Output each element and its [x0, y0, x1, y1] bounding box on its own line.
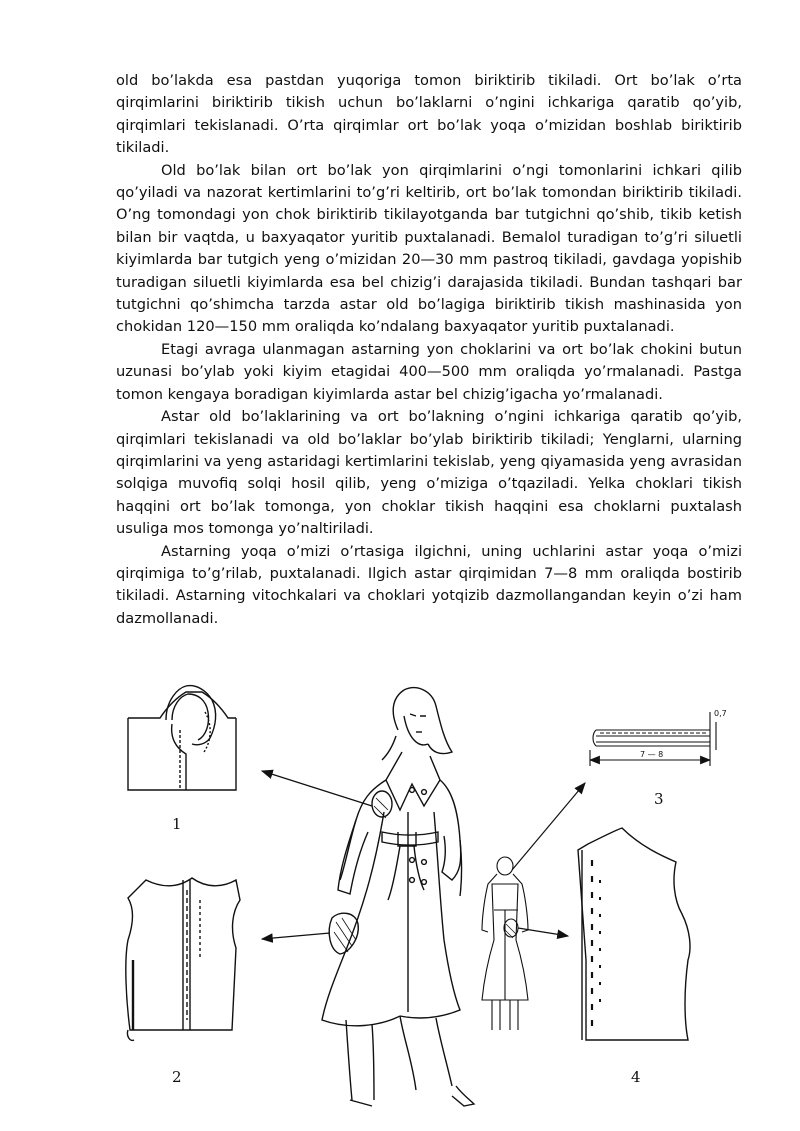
figure-label-2: 2 [172, 1068, 182, 1086]
paragraph-3: Etagi avraga ulanmagan astarning yon choklarini va ort bo’lak chokini butun uzunasi bo’ylab yoki kiyim etagidai 400—500 mm oraliqda yo’rmalanadi. Pastga tomon kengaya boradigan kiyimlarda astar bel chizig’igacha yo’rmalanadi. [116, 340, 742, 403]
figure-label-4: 4 [631, 1068, 641, 1086]
detail-1-collar-drawing [128, 686, 236, 790]
detail-2-lining-drawing [126, 878, 240, 1040]
figure-label-3: 3 [654, 790, 664, 808]
figure-label-1: 1 [172, 815, 182, 833]
paragraph-4: Astar old bo’laklarining va ort bo’lakning o’ngini ichkariga qaratib qo’yib, qirqimlari tekislanadi va old bo’laklar bo’ylab biriktirib tikiladi; Yenglarni, ularning qirqimlarini va yeng astaridagi kertimlarini tekislab, yeng qiyamasida yeng avrasidan solqiga muvofiq solqi hosil qilib, yeng o’miziga o’tqaziladi. Yelka choklari tikish haqqini ort bo’lak tomonga, yon choklar tikish haqqini esa choklarni puxtalash usuliga mos tomonga yo’naltiriladi. [116, 408, 742, 538]
paragraph-1: old bo’lakda esa pastdan yuqoriga tomon biriktirib tikiladi. Ort bo’lak o’rta qirqimlarini biriktirib tikish uchun bo’laklarni o’ngini ichkariga qaratib qo’yib, qirqimlari tekislanadi. O’rta qirqimlar ort bo’lak yoqa o’mizidan boshlab biriktirib tikiladi. [116, 72, 742, 157]
dimension-small-label: 0,7 [714, 709, 727, 718]
paragraph-5: Astarning yoqa o’mizi o’rtasiga ilgichni, uning uchlarini astar yoqa o’mizi qirqimiga to’g’rilab, puxtalanadi. Ilgich astar qirqimidan 7—8 mm oraliqda bostirib tikiladi. Astarning vitochkalari va choklari yotqizib dazmollangandan keyin o’zi ham dazmollanadi. [116, 542, 742, 627]
detail-4-back-panel-drawing [578, 828, 690, 1040]
back-view-figure-drawing [482, 857, 528, 1030]
dimension-width-label: 7 — 8 [640, 750, 664, 759]
woman-in-coat-drawing [322, 688, 474, 1106]
pointer-arrows [262, 771, 585, 939]
paragraph-2: Old bo’lak bilan ort bo’lak yon qirqimlarini o’ngi tomonlarini ichkari qilib qo’yiladi va nazorat kertimlarini to’g’ri keltirib, ort bo’lak tomondan biriktirib tikiladi. O’ng tomondagi yon chok biriktirib tikilayotganda bar tutgichni qo’shib, tikib ketish bilan bir vaqtda, u baxyaqator yuritib puxtalanadi. Bemalol turadigan to’g’ri siluetli kiyimlarda bar tutgich yeng o’mizidan 20—30 mm pastroq tikiladi, gavdaga yopishib turadigan siluetli kiyimlarda esa bel chizig’i darajasida tikiladi. Bundan tashqari bar tutgichni qo’shimcha tarzda astar old bo’lagiga biriktirib tikish mashinasida yon chokidan 120—150 mm oraliqda ko’ndalang baxyaqator yuritib puxtalanadi. [116, 161, 742, 336]
